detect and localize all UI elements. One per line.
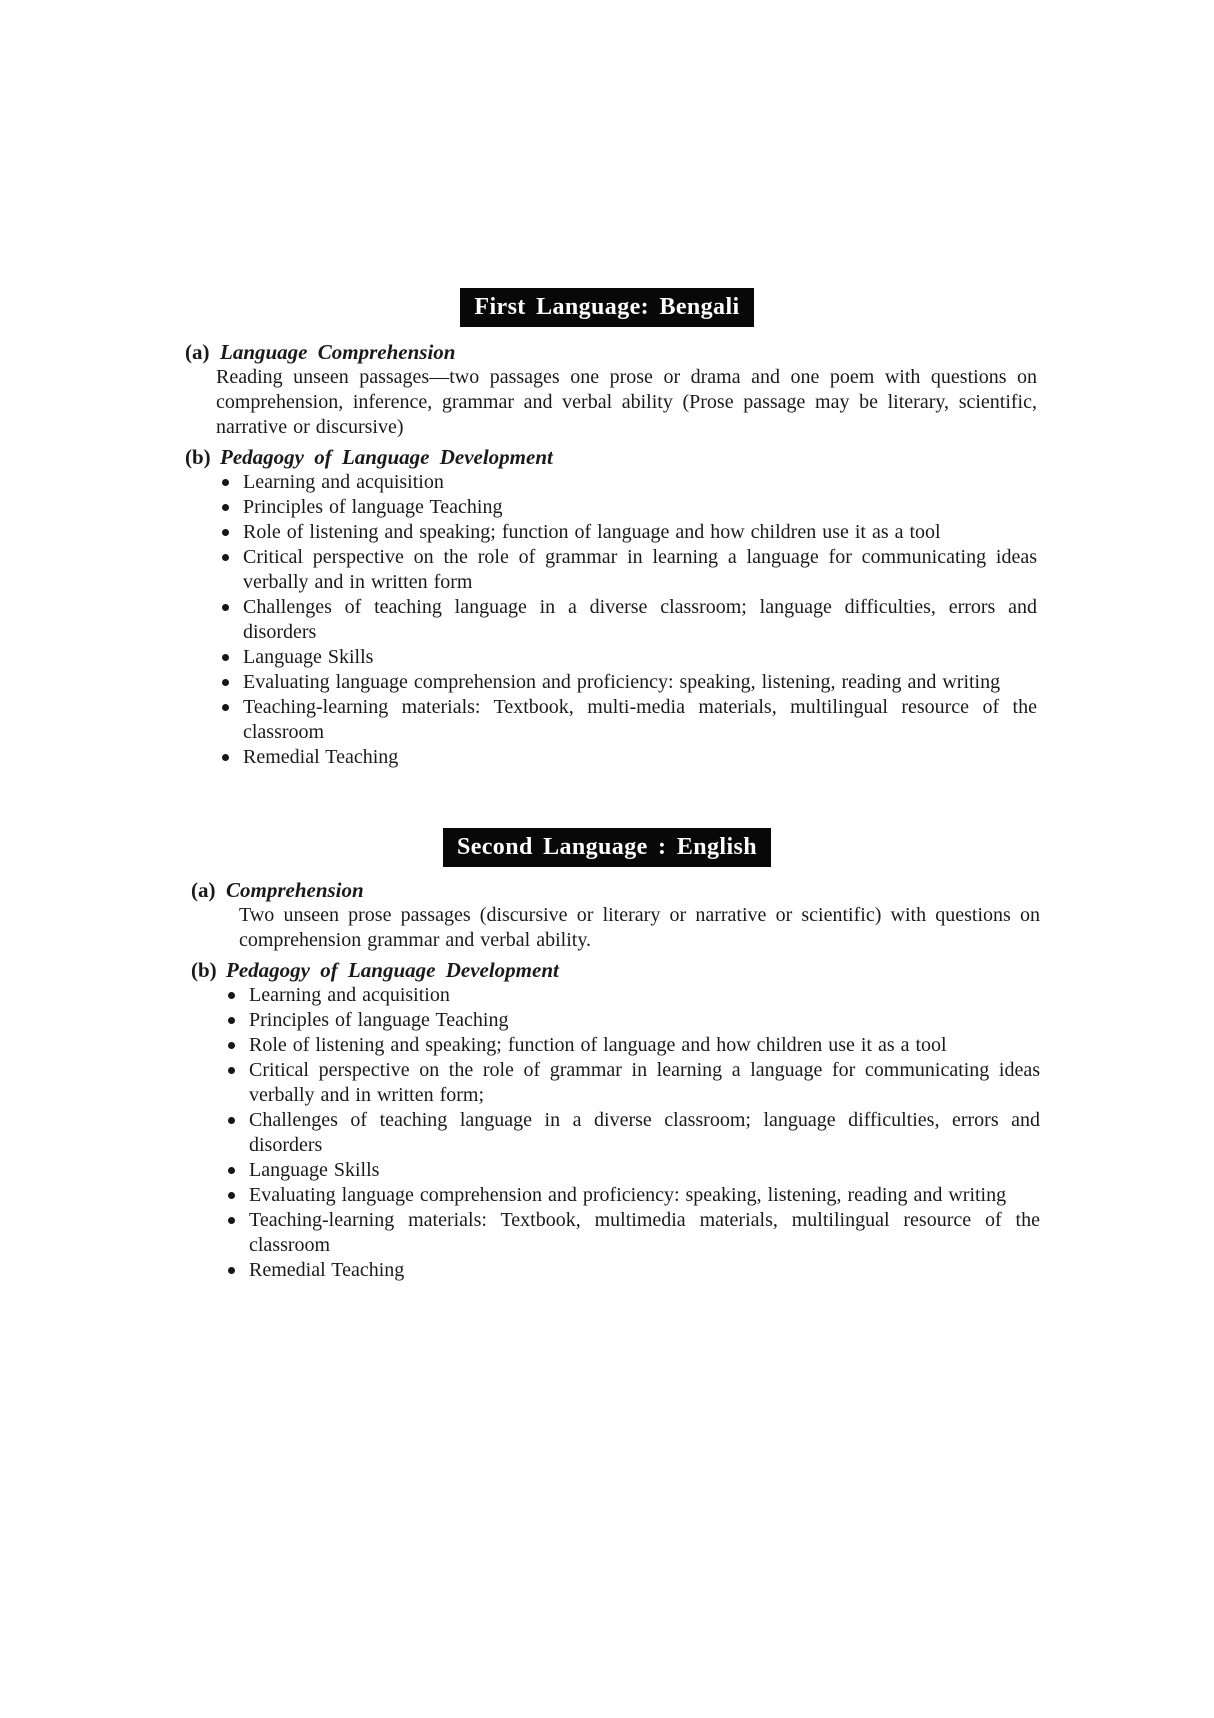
bullet-text: Evaluating language comprehension and proficiency: speaking, listening, reading and writing <box>249 1184 1007 1206</box>
section-first-language <box>185 340 1037 770</box>
bullet-icon <box>228 1267 235 1274</box>
bullet-icon <box>228 1042 235 1049</box>
bullet-list <box>185 470 1037 770</box>
bullet-icon <box>228 1192 235 1199</box>
bullet-item <box>249 1058 1040 1108</box>
bullet-text: Challenges of teaching language in a diverse classroom; language difficulties, errors and disorders <box>249 1109 1040 1156</box>
bullet-list <box>191 983 1040 1283</box>
item-heading: Pedagogy of Language Development <box>226 958 559 982</box>
bullet-text: Critical perspective on the role of grammar in learning a language for communicating ideas verbally and in written form; <box>249 1059 1040 1106</box>
bullet-text: Remedial Teaching <box>249 1259 405 1281</box>
bullet-icon <box>222 604 229 611</box>
bullet-item <box>243 520 1037 545</box>
section-title: Second Language : English <box>456 834 758 860</box>
item-label: (b) <box>191 958 217 982</box>
bullet-text: Challenges of teaching language in a diverse classroom; language difficulties, errors and disorders <box>243 596 1037 643</box>
bullet-icon <box>222 704 229 711</box>
bullet-text: Learning and acquisition <box>249 984 450 1006</box>
item-heading: Comprehension <box>226 878 364 902</box>
bullet-item <box>243 495 1037 520</box>
bullet-icon <box>222 479 229 486</box>
item-label: (b) <box>185 445 211 469</box>
bullet-item <box>249 1258 1040 1283</box>
bullet-item <box>243 745 1037 770</box>
section-title-banner-second-language <box>443 828 771 867</box>
bullet-item <box>249 1108 1040 1158</box>
section-title: First Language: Bengali <box>474 294 740 320</box>
bullet-text: Teaching-learning materials: Textbook, multimedia materials, multilingual resource of the classroom <box>249 1209 1040 1256</box>
bullet-icon <box>222 679 229 686</box>
section-second-language <box>191 878 1040 1283</box>
item-heading-row-b <box>191 958 1040 983</box>
section-title-banner-first-language <box>460 288 753 327</box>
item-heading-row-a <box>185 340 1037 365</box>
bullet-item <box>249 1008 1040 1033</box>
bullet-text: Language Skills <box>249 1159 380 1181</box>
bullet-icon <box>222 529 229 536</box>
bullet-icon <box>222 754 229 761</box>
bullet-item <box>249 1158 1040 1183</box>
item-heading: Language Comprehension <box>220 340 456 364</box>
bullet-icon <box>228 1167 235 1174</box>
item-heading: Pedagogy of Language Development <box>220 445 553 469</box>
bullet-icon <box>222 554 229 561</box>
item-heading-row-a <box>191 878 1040 903</box>
bullet-item <box>249 983 1040 1008</box>
bullet-icon <box>228 1017 235 1024</box>
bullet-item <box>243 545 1037 595</box>
bullet-icon <box>228 1117 235 1124</box>
bullet-text: Role of listening and speaking; function of language and how children use it as a tool <box>249 1034 947 1056</box>
bullet-text: Language Skills <box>243 646 374 668</box>
bullet-icon <box>228 1067 235 1074</box>
bullet-text: Remedial Teaching <box>243 746 399 768</box>
bullet-item <box>243 695 1037 745</box>
bullet-item <box>249 1033 1040 1058</box>
item-label: (a) <box>185 340 210 364</box>
item-label: (a) <box>191 878 216 902</box>
bullet-text: Teaching-learning materials: Textbook, multi-media materials, multilingual resource of the classroom <box>243 696 1037 743</box>
item-paragraph: Reading unseen passages—two passages one prose or drama and one poem with questions on comprehension, inference, grammar and verbal ability (Prose passage may be literary, scientific, narrative or discursive) <box>216 366 1037 438</box>
bullet-icon <box>228 992 235 999</box>
bullet-item <box>243 595 1037 645</box>
bullet-text: Critical perspective on the role of grammar in learning a language for communicating ideas verbally and in written form <box>243 546 1037 593</box>
bullet-item <box>243 470 1037 495</box>
bullet-item <box>243 670 1037 695</box>
bullet-text: Principles of language Teaching <box>249 1009 509 1031</box>
bullet-text: Evaluating language comprehension and proficiency: speaking, listening, reading and writing <box>243 671 1001 693</box>
bullet-item <box>249 1208 1040 1258</box>
bullet-icon <box>228 1217 235 1224</box>
bullet-item <box>249 1183 1040 1208</box>
item-paragraph: Two unseen prose passages (discursive or literary or narrative or scientific) with questions on comprehension grammar and verbal ability. <box>239 904 1040 951</box>
bullet-text: Principles of language Teaching <box>243 496 503 518</box>
bullet-text: Learning and acquisition <box>243 471 444 493</box>
bullet-icon <box>222 654 229 661</box>
bullet-text: Role of listening and speaking; function of language and how children use it as a tool <box>243 521 941 543</box>
bullet-icon <box>222 504 229 511</box>
item-heading-row-b <box>185 445 1037 470</box>
bullet-item <box>243 645 1037 670</box>
